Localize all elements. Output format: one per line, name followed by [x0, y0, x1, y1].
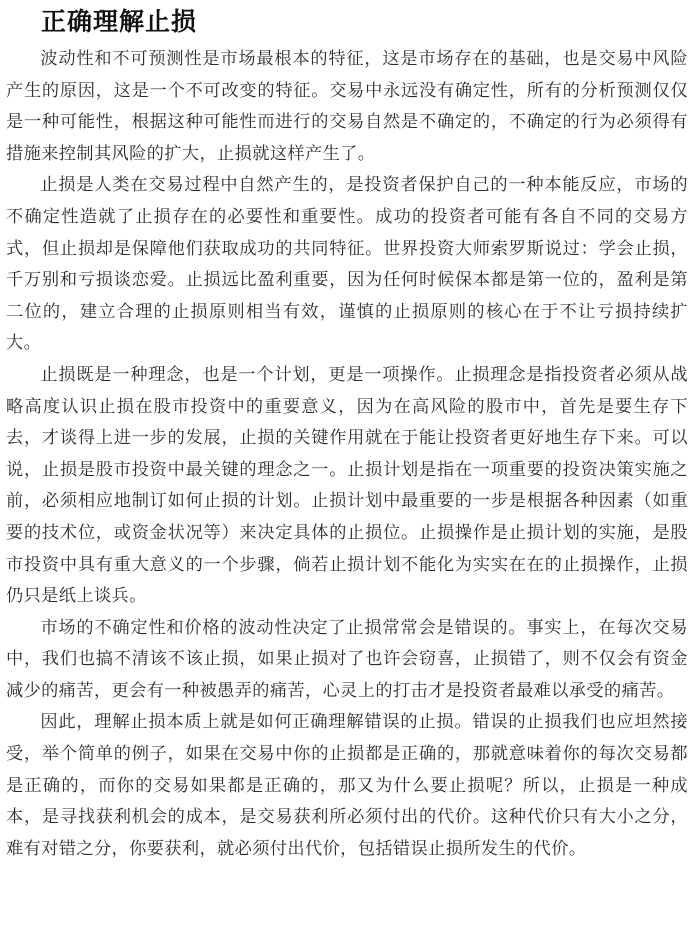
paragraph-5: 因此，理解止损本质上就是如何正确理解错误的止损。错误的止损我们也应坦然接受，举个简单的例子，如果在交易中你的止损都是正确的，那就意味着你的每次交易都是正确的，而你的交易如果都是正确的，那又为什么要止损呢？所以，止损是一种成本，是寻找获利机会的成本，是交易获利所必须付出的代价。这种代价只有大小之分，难有对错之分，你要获利，就必须付出代价，包括错误止损所发生的代价。	[6, 712, 688, 859]
paragraph-3: 止损既是一种理念，也是一个计划，更是一项操作。止损理念是指投资者必须从战略高度认识止损在股市投资中的重要意义，因为在高风险的股市中，首先是要生存下去，才谈得上进一步的发展，止损的关键作用就在于能让投资者更好地生存下来。可以说，止损是股市投资中最关键的理念之一。止损计划是指在一项重要的投资决策实施之前，必须相应地制订如何止损的计划。止损计划中最重要的一步是根据各种因素（如重要的技术位，或资金状况等）来决定具体的止损位。止损操作是止损计划的实施，是股市投资中具有重大意义的一个步骤，倘若止损计划不能化为实实在在的止损操作，止损仍只是纸上谈兵。	[6, 364, 688, 607]
paragraph-4: 市场的不确定性和价格的波动性决定了止损常常会是错误的。事实上，在每次交易中，我们也搞不清该不该止损，如果止损对了也许会窃喜，止损错了，则不仅会有资金减少的痛苦，更会有一种被愚弄的痛苦，心灵上的打击才是投资者最难以承受的痛苦。	[6, 617, 688, 701]
paragraph-1: 波动性和不可预测性是市场最根本的特征，这是市场存在的基础，也是交易中风险产生的原因，这是一个不可改变的特征。交易中永远没有确定性，所有的分析预测仅仅是一种可能性，根据这种可能性而进行的交易自然是不确定的，不确定的行为必须得有措施来控制其风险的扩大，止损就这样产生了。	[6, 49, 688, 164]
paragraph-2: 止损是人类在交易过程中自然产生的，是投资者保护自己的一种本能反应，市场的不确定性造就了止损存在的必要性和重要性。成功的投资者可能有各自不同的交易方式，但止损却是保障他们获取成功的共同特征。世界投资大师索罗斯说过：学会止损，千万别和亏损谈恋爱。止损远比盈利重要，因为任何时候保本都是第一位的，盈利是第二位的，建立合理的止损原则相当有效，谨慎的止损原则的核心在于不让亏损持续扩大。	[6, 175, 688, 354]
section-title: 正确理解止损	[41, 7, 198, 36]
document-page	[6, 6, 688, 865]
